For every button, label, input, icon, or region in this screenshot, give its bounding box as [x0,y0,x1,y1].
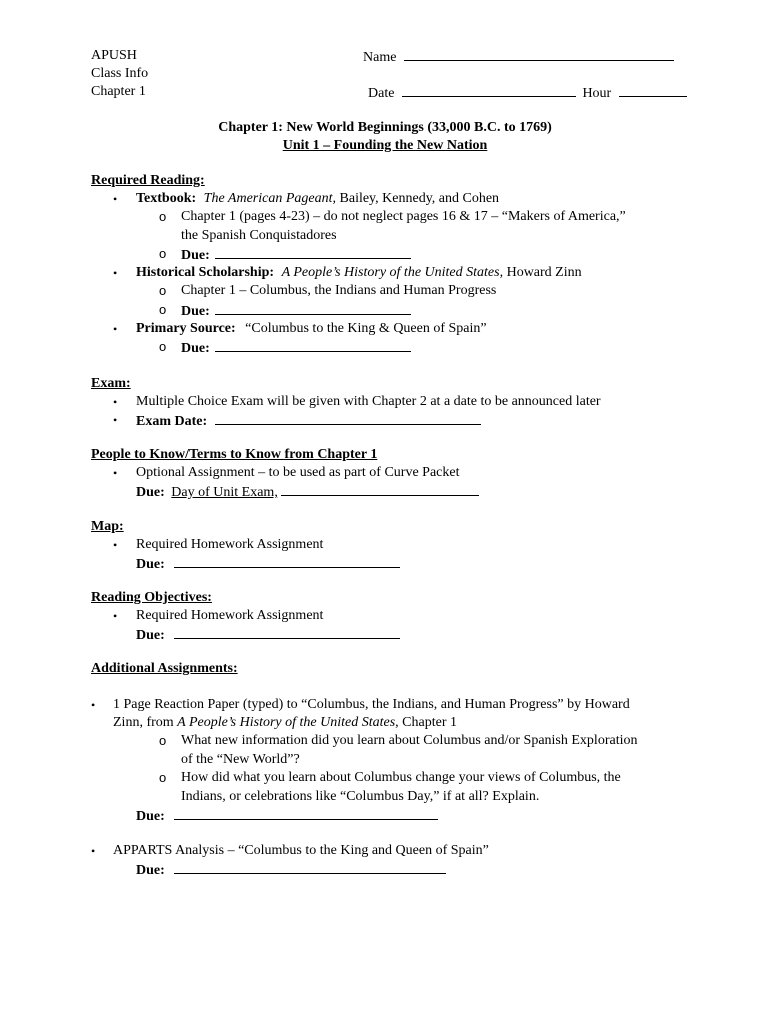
exam-date: Exam Date: [136,411,481,431]
objectives-due-blank [174,625,400,639]
date-hour-field [368,83,687,103]
map-item: Required Homework Assignment [136,537,324,552]
name-label: Name [363,50,397,65]
sub-bullet-icon: o [159,770,167,785]
scholarship-item: Historical Scholarship: A People’s History of the United States, Howard Zinn [136,265,582,280]
question1-line2: of the “New World”? [181,752,300,767]
textbook-due: Due: [181,245,411,265]
paper-due: Due: [136,806,438,826]
hour-label: Hour [582,86,612,101]
objectives-item: Required Homework Assignment [136,608,324,623]
exam-heading: Exam: [91,376,131,391]
people-due: Due: Day of Unit Exam, [136,482,479,502]
apparts-due-blank [174,860,446,874]
sub-bullet-icon: o [159,283,167,298]
paper-line2: Zinn, from A People’s History of the United States, Chapter 1 [113,715,457,730]
objectives-due: Due: [136,625,400,645]
sub-bullet-icon: o [159,246,167,261]
sub-bullet-icon: o [159,339,167,354]
date-blank [402,83,576,97]
bullet-icon: • [113,538,118,552]
people-due-blank [281,482,479,496]
map-due: Due: [136,554,400,574]
question1-line1: What new information did you learn about Columbus and/or Spanish Exploration [181,733,638,748]
people-heading: People to Know/Terms to Know from Chapter 1 [91,447,378,462]
class-info-label: Class Info [91,66,149,81]
date-label: Date [368,86,395,101]
bullet-icon: • [91,844,96,858]
sub-bullet-icon: o [159,733,167,748]
apparts-due: Due: [136,860,446,880]
bullet-icon: • [113,413,118,427]
chapter-label: Chapter 1 [91,84,146,99]
hour-blank [619,83,687,97]
bullet-icon: • [113,609,118,623]
sub-bullet-icon: o [159,209,167,224]
textbook-sub1-line2: the Spanish Conquistadores [181,228,337,243]
page-title: Chapter 1: New World Beginnings (33,000 B.C. to 1769) [218,120,552,135]
course-label: APUSH [91,48,137,63]
bullet-icon: • [113,322,118,336]
scholarship-sub1: Chapter 1 – Columbus, the Indians and Human Progress [181,283,497,298]
exam-item: Multiple Choice Exam will be given with Chapter 2 at a date to be announced later [136,394,601,409]
bullet-icon: • [113,266,118,280]
map-due-blank [174,554,400,568]
bullet-icon: • [113,466,118,480]
primary-due-blank [215,338,411,352]
paper-due-blank [174,806,438,820]
sub-bullet-icon: o [159,302,167,317]
name-field [363,47,674,67]
bullet-icon: • [113,192,118,206]
paper-line1: 1 Page Reaction Paper (typed) to “Columbus, the Indians, and Human Progress” by Howard [113,697,630,712]
apparts-item: APPARTS Analysis – “Columbus to the King and Queen of Spain” [113,843,489,858]
unit-title: Unit 1 – Founding the New Nation [282,138,488,153]
required-reading-heading: Required Reading: [91,173,205,188]
scholarship-due: Due: [181,301,411,321]
map-heading: Map: [91,519,124,534]
primary-source-item: Primary Source: “Columbus to the King & Queen of Spain” [136,321,487,336]
name-blank [404,47,674,61]
exam-date-blank [215,411,481,425]
textbook-due-blank [215,245,411,259]
scholarship-due-blank [215,301,411,315]
additional-heading: Additional Assignments: [91,661,238,676]
question2-line2: Indians, or celebrations like “Columbus Day,” if at all? Explain. [181,789,540,804]
primary-source-due: Due: [181,338,411,358]
textbook-sub1-line1: Chapter 1 (pages 4-23) – do not neglect pages 16 & 17 – “Makers of America,” [181,209,626,224]
bullet-icon: • [91,698,96,712]
people-item: Optional Assignment – to be used as part of Curve Packet [136,465,460,480]
objectives-heading: Reading Objectives: [91,590,212,605]
question2-line1: How did what you learn about Columbus change your views of Columbus, the [181,770,621,785]
textbook-item: Textbook: The American Pageant, Bailey, Kennedy, and Cohen [136,191,500,206]
bullet-icon: • [113,395,118,409]
